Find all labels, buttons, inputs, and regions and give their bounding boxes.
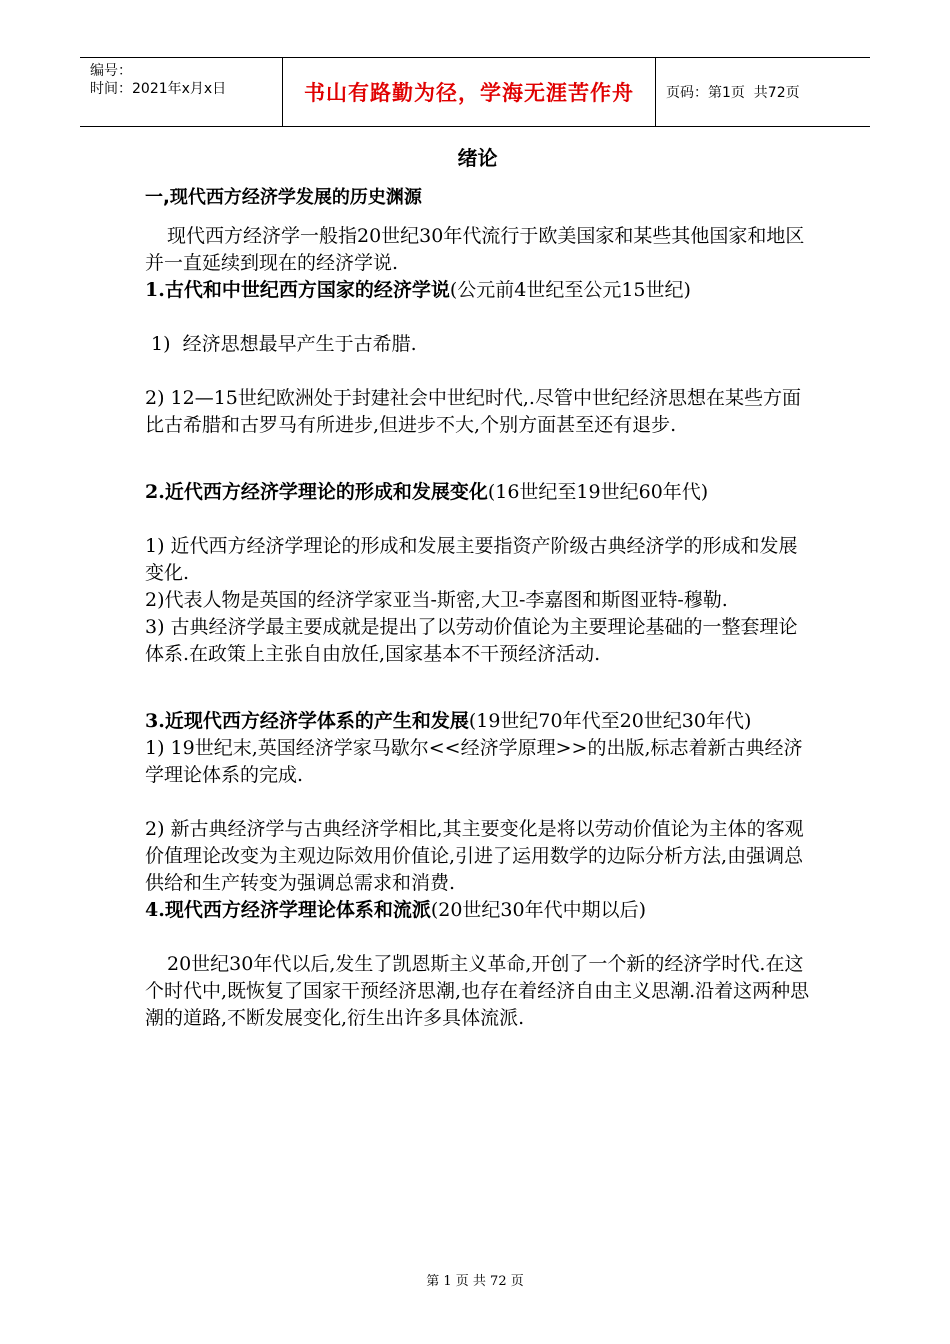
- doc-time-label: 时间：2021年x月x日: [90, 81, 227, 97]
- subsection-3-title: 3.近现代西方经济学体系的产生和发展: [145, 710, 469, 732]
- header-page-cell: [656, 58, 870, 126]
- subsection-1-period: (公元前4世纪至公元15世纪): [449, 279, 691, 301]
- intro-paragraph: 现代西方经济学一般指20世纪30年代流行于欧美国家和某些其他国家和地区并一直延续到现在的经济学说.: [145, 225, 805, 274]
- document-title: 绪论: [457, 146, 498, 170]
- subsection-4-item-1: 20世纪30年代以后,发生了凯恩斯主义革命,开创了一个新的经济学时代.在这个时代中,既恢复了国家干预经济思潮,也存在着经济自由主义思潮.沿着这两种思潮的道路,不断发展变化,衍生出许多具体流派.: [145, 953, 810, 1029]
- subsection-3-period: (19世纪70年代至20世纪30年代): [468, 710, 752, 732]
- header-motto: 书山有路勤为径，学海无涯苦作舟: [304, 81, 634, 105]
- page-header: [80, 57, 870, 127]
- subsection-4-period: (20世纪30年代中期以后): [430, 899, 647, 921]
- subsection-2-item-3: 3) 古典经济学最主要成就是提出了以劳动价值论为主要理论基础的一整套理论体系.在政策上主张自由放任,国家基本不干预经济活动.: [145, 616, 798, 665]
- section-heading: 一,现代西方经济学发展的历史渊源: [145, 187, 422, 208]
- page-footer: 第 1 页 共 72 页: [426, 1274, 524, 1289]
- subsection-4-heading: [145, 897, 810, 924]
- header-meta: [80, 58, 282, 126]
- subsection-2-item-1: 1) 近代西方经济学理论的形成和发展主要指资产阶级古典经济学的形成和发展变化.: [145, 535, 798, 584]
- doc-number-label: 编号：: [90, 63, 132, 79]
- subsection-2-title: 2.近代西方经济学理论的形成和发展变化: [145, 481, 488, 503]
- subsection-3-item-2: 2) 新古典经济学与古典经济学相比,其主要变化是将以劳动价值论为主体的客观价值理论改变为主观边际效用价值论,引进了运用数学的边际分析方法,由强调总供给和生产转变为强调总需求和消费.: [145, 818, 804, 894]
- subsection-1-item-2: 2) 12—15世纪欧洲处于封建社会中世纪时代,.尽管中世纪经济思想在某些方面比古希腊和古罗马有所进步,但进步不大,个别方面甚至还有退步.: [145, 387, 801, 436]
- subsection-1-item-1: 1) 经济思想最早产生于古希腊.: [145, 333, 417, 355]
- subsection-2-period: (16世纪至19世纪60年代): [487, 481, 709, 503]
- subsection-4-title: 4.现代西方经济学理论体系和流派: [145, 899, 431, 921]
- subsection-2-item-2: 2)代表人物是英国的经济学家亚当-斯密,大卫-李嘉图和斯图亚特-穆勒.: [145, 589, 728, 611]
- subsection-1-title: 1.古代和中世纪西方国家的经济学说: [145, 279, 450, 301]
- header-motto-cell: [282, 58, 656, 126]
- header-page-label: 页码：第1页 共72页: [666, 85, 800, 101]
- subsection-1-heading: [145, 277, 810, 304]
- document-body: [145, 145, 810, 1032]
- subsection-3-item-1: 1) 19世纪末,英国经济学家马歇尔<<经济学原理>>的出版,标志着新古典经济学理论体系的完成.: [145, 737, 803, 786]
- subsection-2-heading: [145, 479, 810, 506]
- subsection-3-heading: [145, 708, 810, 735]
